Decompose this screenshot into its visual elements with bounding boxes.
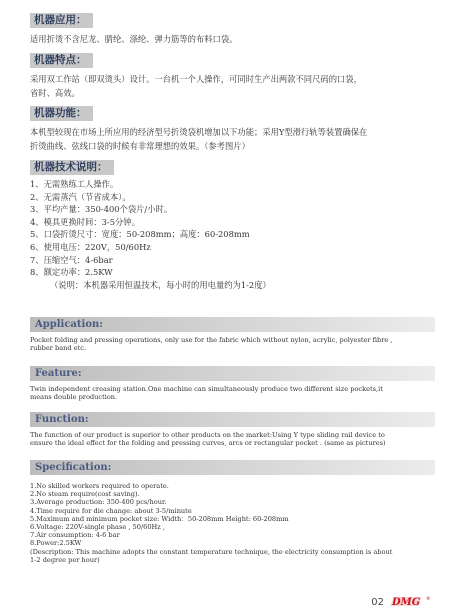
en-spec-item: 5.Maximum and minimum pocket size: Width：50-208mm Height: 60-208mm [30, 514, 289, 523]
cn-spec-item: 8、额定功率：2.5KW [30, 267, 113, 278]
en-spec-item: 1.No skilled workers required to operate. [30, 482, 169, 490]
en-spec-item: 7.Air consumption: 4-6 bar [30, 531, 120, 540]
cn-features-heading: 机器特点： [30, 53, 93, 68]
en-function-line: The function of our product is superior to other products on the market:Using Y type sliding rail device to [30, 431, 385, 439]
en-application-heading: Application: [30, 317, 435, 332]
en-spec-note: (Description: This machine adopts the constant temperature technique, the electricity consumption is about [30, 547, 393, 556]
brand-text: DMG [392, 597, 421, 608]
cn-application-heading: 机器应用： [30, 13, 93, 28]
en-application-line: rubber band etc. [30, 344, 87, 353]
cn-specs-list [30, 178, 435, 291]
en-specification-section [30, 460, 435, 564]
en-function-heading: Function: [30, 412, 435, 427]
cn-function-heading: 机器功能： [30, 106, 93, 121]
dmg-logo [388, 594, 436, 608]
en-spec-item: 4.Time require for die change: about 3-5/minute [30, 506, 192, 515]
cn-spec-item: 4、模具更换时间：3-5分钟。 [30, 216, 140, 227]
en-spec-item: 6.Voltage: 220V-single phase , 50/60Hz , [30, 523, 165, 532]
cn-features-section [30, 48, 435, 100]
en-spec-note: 1-2 degree per hour) [30, 555, 100, 564]
cn-function-line: 折烫曲线、弦线口袋的时候有非常理想的效果。（参考图片） [30, 141, 250, 151]
cn-spec-item: 7、压缩空气：4-6bar [30, 254, 113, 265]
en-spec-item: 3.Average production: 350-400 pcs/hour. [30, 498, 167, 507]
cn-spec-item: 1、无需熟练工人操作。 [30, 179, 119, 189]
en-function-section [30, 412, 435, 448]
en-spec-item: 8.Power:2.5KW [30, 539, 82, 548]
registered-mark: ® [426, 597, 431, 602]
cn-spec-item: 6、使用电压：220V，50/60Hz [30, 241, 151, 252]
cn-features-line: 省时、高效。 [30, 88, 80, 98]
cn-features-line: 采用双工作站（即双烫头）设计。一台机一个人操作，可同时生产出两款不同尺码的口袋， [30, 74, 362, 84]
page-number: 02 [371, 597, 384, 608]
cn-spec-item: 5、口袋折烫尺寸：宽度：50-208mm；高度：60-208mm [30, 229, 250, 240]
cn-function-section [30, 101, 435, 153]
en-feature-heading: Feature: [30, 366, 435, 381]
cn-specs-section [30, 155, 435, 291]
en-function-line: ensure the ideal effect for the folding and pressing curves, arcs or rectangular pocket . (same as pictures) [30, 439, 386, 448]
en-specification-heading: Specification: [30, 460, 435, 475]
cn-spec-item: 3、平均产量：350-400个袋片/小时。 [30, 204, 173, 215]
cn-application-section [30, 8, 435, 46]
en-spec-item: 2.No steam require(cost saving). [30, 490, 140, 499]
page-footer [316, 592, 436, 608]
en-application-section [30, 317, 435, 353]
cn-application-text: 适用折烫不含尼龙、腈纶、涤纶、弹力筋等的布料口袋。 [30, 34, 238, 44]
en-feature-line: Twin independent creasing station.One machine can simultaneously produce two different size pockets,it [30, 385, 383, 393]
cn-specs-heading: 机器技术说明： [30, 160, 114, 175]
en-application-line: Pocket folding and pressing operations, only use for the fabric which without nylon, acrylic, polyester fibre , [30, 336, 393, 344]
en-feature-section [30, 366, 435, 402]
cn-spec-item: 2、无需蒸汽（节省成本）。 [30, 191, 131, 202]
en-specification-list [30, 482, 435, 564]
cn-function-line: 本机型较现在市场上所应用的经济型号折烫袋机增加以下功能；采用Y型滑行轨等装置确保在 [30, 127, 368, 137]
cn-spec-note: （说明：本机器采用恒温技术，每小时的用电量约为1-2度） [50, 279, 271, 290]
en-feature-line: means double production. [30, 393, 118, 402]
